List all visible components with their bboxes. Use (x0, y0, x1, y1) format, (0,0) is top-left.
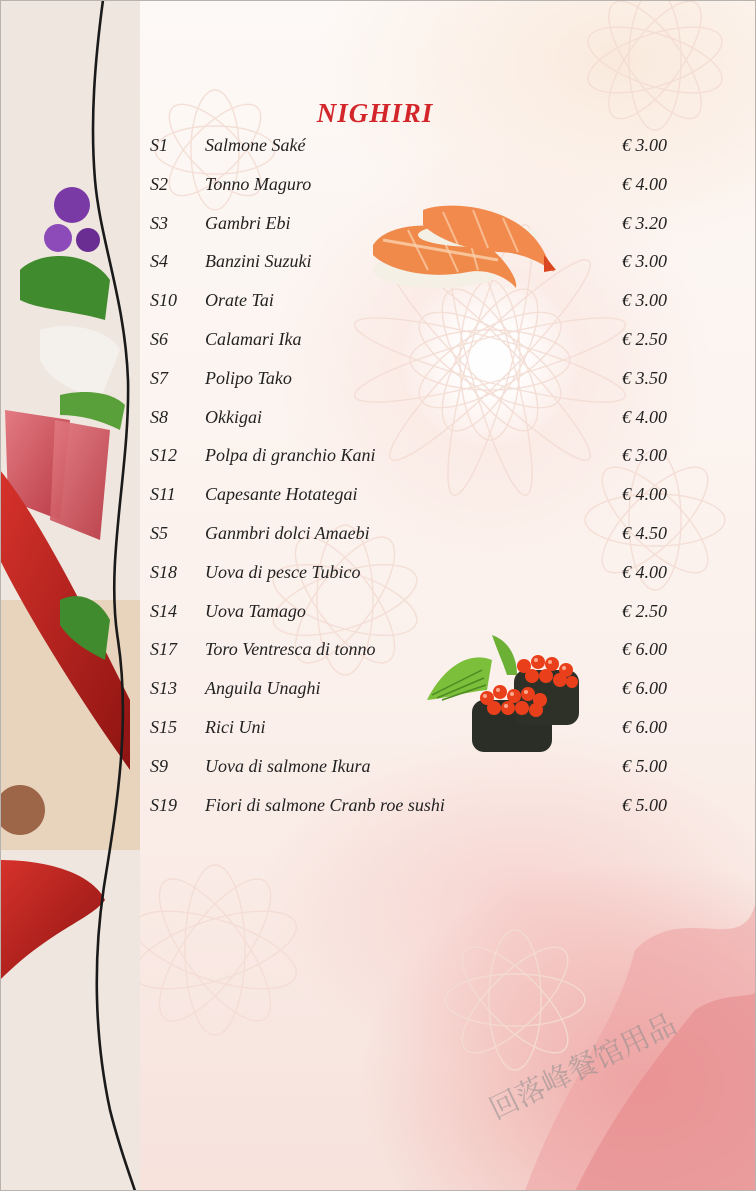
menu-item-price: € 6.00 (622, 639, 667, 660)
menu-item-price: € 5.00 (622, 755, 667, 776)
menu-item-name: Ganmbri dolci Amaebi (205, 522, 370, 543)
menu-item-name: Anguila Unaghi (205, 678, 321, 699)
menu-item-price: € 3.00 (622, 135, 667, 155)
menu-item-code: S17 (150, 639, 177, 660)
menu-item-code: S10 (150, 290, 177, 311)
ikura-gunkan-image (422, 630, 587, 765)
menu-item-price: € 4.00 (622, 173, 667, 194)
menu-item-price: € 4.50 (622, 522, 667, 543)
menu-item-price: € 4.00 (622, 406, 667, 427)
menu-item-code: S19 (150, 794, 177, 815)
menu-item-name: Gambri Ebi (205, 212, 291, 233)
menu-item-code: S5 (150, 522, 168, 543)
menu-item-price: € 2.50 (622, 328, 667, 349)
menu-item-price: € 4.00 (622, 484, 667, 505)
menu-item-row (150, 516, 670, 555)
menu-item-price: € 6.00 (622, 678, 667, 699)
menu-item-name: Banzini Suzuki (205, 251, 312, 272)
menu-item-code: S8 (150, 406, 168, 427)
menu-item-name: Orate Tai (205, 290, 274, 311)
menu-item-code: S12 (150, 445, 177, 466)
menu-item-name: Fiori di salmone Cranb roe sushi (205, 794, 445, 815)
menu-item-row (150, 128, 670, 167)
menu-item-price: € 3.20 (622, 212, 667, 233)
shrimp-nigiri-image (368, 200, 558, 296)
menu-item-row (150, 400, 670, 439)
menu-item-code: S6 (150, 328, 168, 349)
menu-item-name: Polpa di granchio Kani (205, 445, 376, 466)
menu-item-name: Uova di pesce Tubico (205, 561, 361, 582)
menu-item-code: S2 (150, 173, 168, 194)
curved-divider-line (0, 0, 150, 1191)
menu-item-price: € 4.00 (622, 561, 667, 582)
menu-item-price: € 3.00 (622, 251, 667, 272)
menu-item-row (150, 438, 670, 477)
menu-item-code: S14 (150, 600, 177, 621)
menu-item-name: Polipo Tako (205, 367, 292, 388)
menu-item-code: S9 (150, 755, 168, 776)
menu-item-price: € 2.50 (622, 600, 667, 621)
menu-item-price: € 5.00 (622, 794, 667, 815)
watermark-text: 回落峰餐馆用品 (483, 1006, 682, 1127)
menu-item-code: S13 (150, 678, 177, 699)
menu-item-price: € 6.00 (622, 716, 667, 737)
menu-item-code: S15 (150, 716, 177, 737)
menu-item-row (150, 361, 670, 400)
menu-item-code: S4 (150, 251, 168, 272)
menu-item-row (150, 710, 670, 749)
menu-item-name: Rici Uni (205, 716, 266, 737)
menu-item-name: Uova Tamago (205, 600, 306, 621)
menu-item-code: S3 (150, 212, 168, 233)
menu-item-row (150, 788, 670, 827)
menu-item-name: Capesante Hotategai (205, 484, 358, 505)
menu-item-name: Calamari Ika (205, 328, 302, 349)
menu-item-name: Salmone Saké (205, 135, 306, 155)
menu-item-row (150, 671, 670, 710)
menu-item-row (150, 477, 670, 516)
menu-item-code: S1 (150, 135, 168, 155)
menu-item-name: Okkigai (205, 406, 262, 427)
menu-item-row (150, 594, 670, 633)
menu-title: NIGHIRI (316, 98, 434, 129)
menu-item-code: S18 (150, 561, 177, 582)
menu-item-code: S7 (150, 367, 168, 388)
menu-item-price: € 3.00 (622, 290, 667, 311)
menu-item-name: Toro Ventresca di tonno (205, 639, 376, 660)
menu-item-row (150, 322, 670, 361)
menu-item-row (150, 632, 670, 671)
menu-item-name: Uova di salmone Ikura (205, 755, 371, 776)
menu-item-name: Tonno Maguro (205, 173, 312, 194)
menu-item-price: € 3.00 (622, 445, 667, 466)
menu-item-price: € 3.50 (622, 367, 667, 388)
menu-item-code: S11 (150, 484, 176, 505)
menu-item-row (150, 555, 670, 594)
menu-item-row (150, 749, 670, 788)
